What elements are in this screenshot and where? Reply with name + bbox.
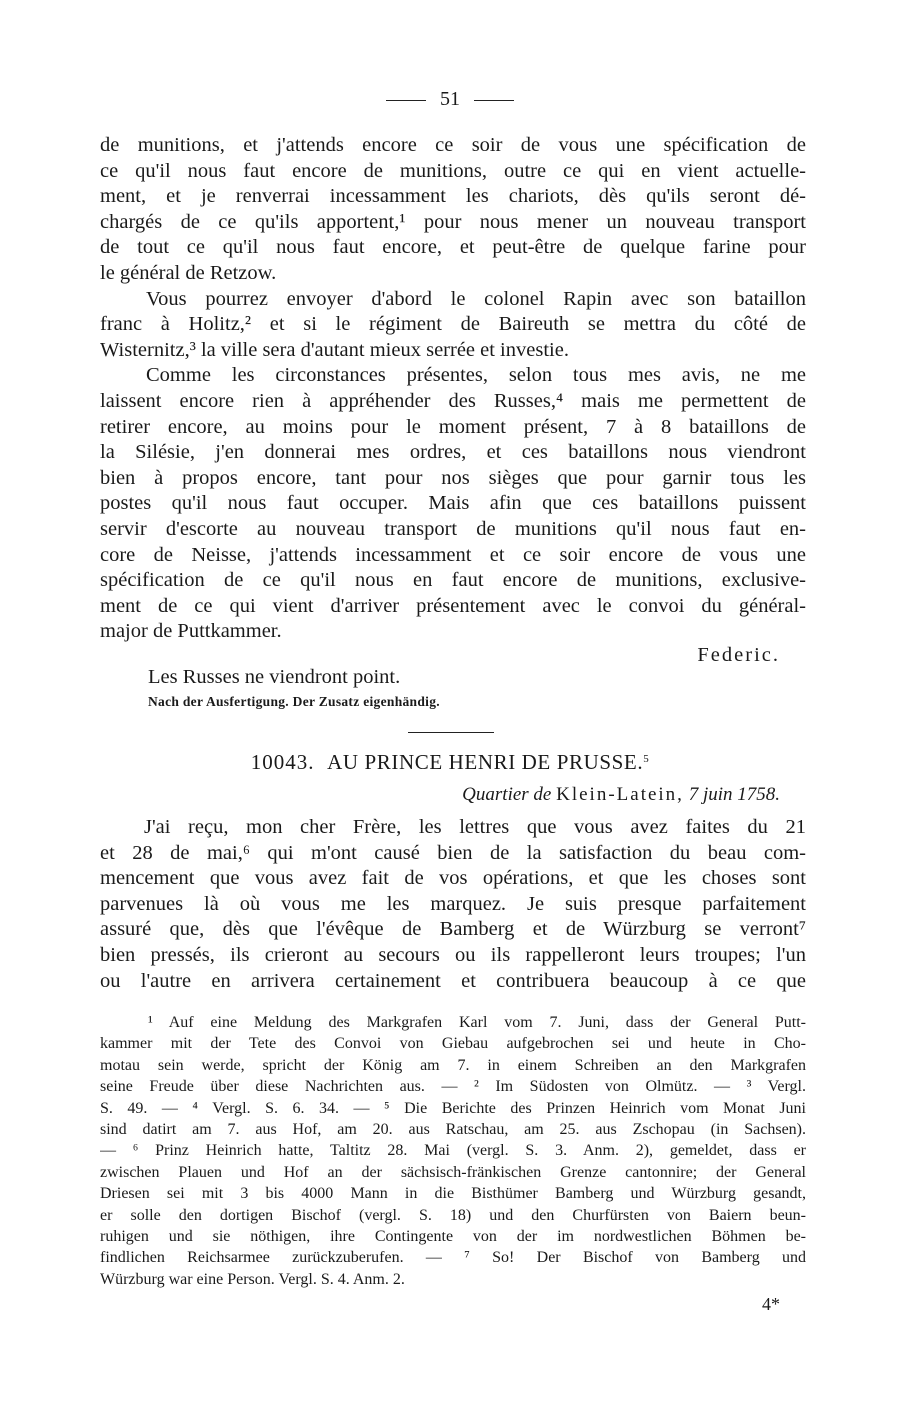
text-line: servir d'escorte au nouveau transport de munitions qu'il nous faut en- [100, 518, 806, 540]
text-line: bien pressés, ils crieront au secours ou ils rappelleront leurs troupes; l'un [100, 944, 806, 966]
text-line: core de Neisse, j'attends incessamment et ce soir encore de vous une [100, 543, 806, 566]
signature-mark: 4* [762, 1294, 780, 1314]
text-line: Vous pourrez envoyer d'abord le colonel Rapin avec son bataillon [146, 287, 806, 310]
footnote-line: ¹ Auf eine Meldung des Markgrafen Karl vom 7. Juni, dass der General Putt- [148, 1014, 806, 1031]
postscript: Les Russes ne viendront point. [148, 666, 401, 688]
text-line: retirer encore, au moins pour le moment présent, 7 à 8 bataillons de [100, 415, 806, 438]
text-line: et 28 de mai,⁶ qui m'ont causé bien de la satisfaction du beau com- [100, 841, 806, 864]
footnote-line: seine Freude über diese Nachrichten aus. — ² Im Südosten von Olmütz. — ³ Vergl. [100, 1078, 806, 1096]
header-dash-left [386, 100, 426, 101]
footnote-marker: 5 [643, 753, 650, 765]
text-line: de munitions, et j'attends encore ce soir de vous une spécification de [100, 134, 806, 156]
letter-number: 10043. [250, 750, 315, 774]
text-line: major de Puttkammer. [100, 620, 282, 643]
letter-heading [0, 750, 900, 775]
letter-date: 7 juin 1758. [688, 784, 780, 805]
text-line: de tout ce qu'il nous faut encore, et peut-être de quelque farine pour [100, 236, 806, 259]
text-line: Comme les circonstances présentes, selon tous mes avis, ne me [146, 364, 806, 387]
text-line: postes qu'il nous faut occuper. Mais afin que ces bataillons puissent [100, 492, 806, 515]
text-line: Wisternitz,³ la ville sera d'autant mieux serrée et investie. [100, 338, 569, 361]
text-line: la Silésie, j'en donnerai mes ordres, et ces bataillons nous viendront [100, 441, 806, 464]
text-line: laissent encore rien à appréhender des Russes,⁴ mais me permettent de [100, 390, 806, 412]
place-prefix: Quartier de [462, 784, 552, 805]
text-line: parvenues là où vous me les marquez. Je suis presque parfaitement [100, 892, 806, 915]
text-line: chargés de ce qu'ils apportent,¹ pour nous mener un nouveau transport [100, 210, 806, 233]
footnote-line: findlichen Reichsarmee zurückzuberufen. — ⁷ So! Der Bischof von Bamberg und [100, 1249, 806, 1267]
footnote-line: Würzburg war eine Person. Vergl. S. 4. Anm. 2. [100, 1270, 405, 1288]
text-line: le général de Retzow. [100, 262, 277, 284]
text-line: ou l'autre en arrivera certainement et contribuera beaucoup à ce que [100, 969, 806, 992]
text-line: spécification de ce qu'il nous en faut encore de munitions, exclusive- [100, 569, 806, 592]
letter-title: AU PRINCE HENRI DE PRUSSE. [327, 750, 644, 774]
header-dash-right [474, 100, 514, 101]
footnote-line: motau sein werde, spricht der König am 7. in einem Schreiben an den Markgrafen [100, 1056, 806, 1074]
footnote-line: kammer mit der Tete des Convoi von Giebau aufgebrochen sei und heute in Cho- [100, 1035, 806, 1053]
page-number: 51 [440, 88, 460, 110]
footnote-line: S. 49. — ⁴ Vergl. S. 6. 34. — ⁵ Die Berichte des Prinzen Heinrich vom Monat Juni [100, 1099, 806, 1117]
footnote-line: er solle den dortigen Bischof (vergl. S. 18) und den Churfürsten von Baiern beun- [100, 1206, 806, 1224]
text-line: J'ai reçu, mon cher Frère, les lettres que vous avez faites du 21 [144, 816, 806, 838]
place-name: Klein-Latein, [556, 784, 684, 805]
footnote-line: ruhigen und sie nöthigen, ihre Contingente von der im nordwestlichen Böhmen be- [100, 1228, 806, 1245]
footnote-line: zwischen Plauen und Hof an der sächsisch-fränkischen Grenze cantonnire; der General [100, 1163, 806, 1181]
text-line: ment, et je renverrai incessamment les chariots, dès qu'ils seront dé- [100, 185, 806, 208]
source-note: Nach der Ausfertigung. Der Zusatz eigenhändig. [148, 694, 440, 709]
text-line: assuré que, dès que l'évêque de Bamberg et de Würzburg se verront⁷ [100, 918, 806, 941]
running-header [0, 88, 900, 111]
signature: Federic. [697, 644, 780, 666]
footnote-line: sind datirt am 7. aus Hof, am 20. aus Ratschau, am 25. aus Zschopau (in Sachsen). [100, 1121, 806, 1138]
section-divider [408, 732, 494, 733]
text-line: mencement que vous avez fait de vos opérations, et que les choses sont [100, 867, 806, 890]
text-line: franc à Holitz,² et si le régiment de Baireuth se mettra du côté de [100, 313, 806, 336]
text-line: bien à propos encore, tant pour nos sièges que pour garnir tous les [100, 466, 806, 489]
text-line: ce qu'il nous faut encore de munitions, outre ce qui en vient actuelle- [100, 159, 806, 182]
footnote-line: — ⁶ Prinz Heinrich hatte, Taltitz 28. Mai (vergl. S. 3. Anm. 2), gemeldet, dass er [100, 1142, 806, 1160]
text-line: ment de ce qui vient d'arriver présentement avec le convoi du général- [100, 594, 806, 617]
footnote-line: Driesen sei mit 3 bis 4000 Mann in die Bisthümer Bamberg und Würzburg gesandt, [100, 1185, 806, 1203]
place-date-line [462, 784, 780, 806]
